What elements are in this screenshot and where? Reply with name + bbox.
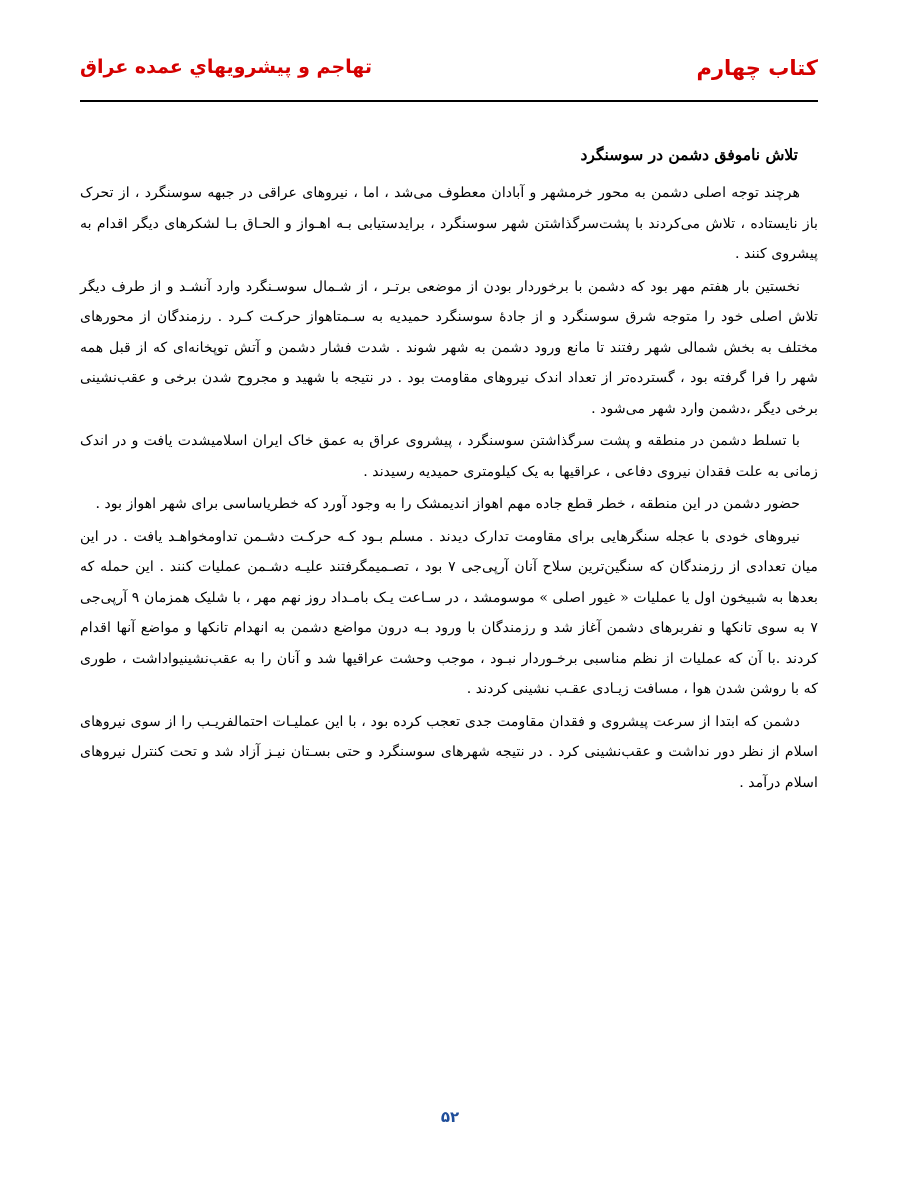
paragraph: حضور دشمن در این منطقه ، خطر قطع جاده مهم اهواز اندیمشک را به وجود آورد که خطریاساسی برای شهر اهواز بود . <box>95 496 800 512</box>
paragraph: نخستین بار هفتم مهر بود که دشمن با برخوردار بودن از موضعی برتـر ، از شـمال سوسـنگرد وارد آنشـد و از طرف دیگر تلاش اصلی خود را متوجه شرق سوسنگرد و از جادهٔ سوسنگرد حمیدیه به سـمتاهواز حرکـت کـرد . رزمندگان از محورهای مختلف به بخش شمالی شهر رفتند تا مانع ورود دشمن به شهر شوند . شدت فشار دشمن و آتش توپخانه‌ای که از قبل همه شهر را فرا گرفته بود ، گسترده‌تر از تعداد اندک نیروهای مقاومت بود . در نتیجه با شهید و مجروح شدن برخی و عقب‌نشینی برخی دیگر ،دشمن وارد شهر می‌شود . <box>80 278 818 417</box>
page-content <box>80 138 818 800</box>
paragraph: هرچند توجه اصلی دشمن به محور خرمشهر و آبادان معطوف می‌شد ، اما ، نیروهای عراقی در جبهه سوسنگرد ، از تحرک باز نایستاده ، تلاش می‌کردند با پشت‌سرگذاشتن شهر سوسنگرد ، برایدستیابی بـه اهـواز و الحـاق بـا لشکرهای دیگر اقدام به پیشروی کنند . <box>80 185 818 262</box>
section-title: تلاش ناموفق دشمن در سوسنگرد <box>580 145 798 164</box>
book-label: كتاب چهارم <box>696 56 818 80</box>
paragraph: نیروهای خودی با عجله سنگرهایی برای مقاومت تدارک دیدند . مسلم بـود کـه حرکـت دشـمن تداومخواهـد یافت . در این میان تعدادی از رزمندگان که سنگین‌ترین سلاح آنان آرپی‌جی ۷ بود ، تصـمیمگرفتند علیـه دشـمن عملیات کنند . این حمله که بعدها به شبیخون اول یا عملیات « غیور اصلی » موسومشد ، در سـاعت یـک بامـداد روز نهم مهر ، با شلیک همزمان ۹ آرپی‌جی ۷ به سوی تانکها و نفربرهای دشمن آغاز شد و رزمندگان با ورود بـه درون مواضع دشمن به انهدام تانکها و مواضع آنها اقدام کردند .با آن که عملیات از نظم مناسبی برخـوردار نبـود ، موجب وحشت عراقیها شد و آنان را به عقب‌نشینیواداشت ، طوری که با روشن شدن هوا ، مسافت زیـادی عقـب نشینی کردند . <box>80 528 819 697</box>
header-divider <box>80 100 818 102</box>
paragraph: با تسلط دشمن در منطقه و پشت سرگذاشتن سوسنگرد ، پیشروی عراق به عمق خاک ایران اسلامیشدت یافت و در اندک زمانی به علت فقدان نیروی دفاعی ، عراقیها به یک کیلومتری حمیدیه رسیدند . <box>80 433 818 480</box>
page-header <box>80 52 818 86</box>
page-number: ۵۲ <box>440 1108 460 1126</box>
chapter-title: تهاجم و پیشرویهاي عمده عراق <box>80 56 372 78</box>
paragraph: دشمن که ابتدا از سرعت پیشروی و فقدان مقاومت جدی تعجب کرده بود ، با این عملیـات احتمالفریـب را از سوی نیروهای اسلام از نظر دور نداشت و عقب‌نشینی کرد . در نتیجه شهرهای سوسنگرد و حتی بسـتان نیـز آزاد شد و تحت کنترل نیروهای اسلام درآمد . <box>80 713 818 791</box>
